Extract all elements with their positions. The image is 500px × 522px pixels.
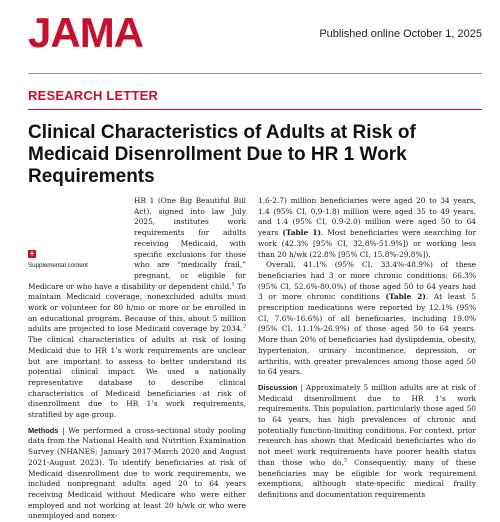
table2-link[interactable]: (Table 2) xyxy=(379,292,426,302)
article-title: Clinical Characteristics of Adults at Risk of Medicaid Disenrollment Due to HR 1 Work Requirements xyxy=(28,122,416,187)
section-divider xyxy=(28,109,482,110)
header-divider xyxy=(28,73,482,74)
section-label: RESEARCH LETTER xyxy=(28,88,159,103)
left-column xyxy=(28,196,246,522)
journal-logo: JAMA xyxy=(28,9,144,56)
supplemental-box[interactable] xyxy=(28,196,128,276)
right-column xyxy=(258,196,476,501)
supplemental-label[interactable]: Supplemental content xyxy=(28,262,88,269)
methods-heading: Methods xyxy=(28,425,59,435)
discussion-heading: Discussion xyxy=(258,382,298,392)
reference-marker[interactable]: 1 xyxy=(231,281,235,288)
publication-date: Published online October 1, 2025 xyxy=(319,28,482,40)
reference-marker[interactable]: 3 xyxy=(343,457,347,464)
reference-marker[interactable]: 2 xyxy=(242,323,246,330)
discussion-paragraph: Discussion | Approximately 5 million adults are at risk of Medicaid disenrollment due to HR 1’s work requirements. This population, particularly those aged 50 to 64 years, has high prevalences of chronic and potentially function-limiting conditions. For context, prior research has shown that Medicaid beneficiaries who do not meet work requirements have poorer health status than those who do.$^3$ Consequently, many of these beneficiaries may be eligible for work requirement exemptions, although state-specific medical frailty definitions and documentation requirements xyxy=(258,382,476,499)
table1-link[interactable]: (Table 1) xyxy=(278,228,321,238)
plus-icon: + xyxy=(29,249,35,258)
intro-paragraph: + Supplemental content HR 1 (One Big Beautiful Bill Act), signed into law July 2025, institutes work requirements for adults receiving Medicaid, with specific exclusions for those who are “medically frail,” pregnant, or eligible for Medicare or who have a disability or dependent child.$^1$ To maintain Medicaid coverage, nonexcluded adults must work or volunteer for 80 h/mo or more or be enrolled in an educational program. Because of this, about 5 million adults are projected to lose Medicaid coverage by 2034.$^2$ The clinical characteristics of adults at risk of losing Medicaid due to HR 1’s work requirements are unclear but are important to assess to better understand its potential clinical impact. We used a nationally representative database to describe clinical characteristics of Medicaid beneficiaries at risk of disenrollment due to HR 1’s work requirements, stratified by age group. xyxy=(28,196,246,420)
results-paragraph: 1.6-2.7) million beneficiaries were aged 20 to 34 years, 1.4 (95% CI, 0.9-1.8) million were aged 35 to 49 years, and 1.4 (95% CI, 0.9-2.0) million were aged 50 to 64 years (Table 1). Most beneficiaries were searching for work (42.3% [95% CI, 32.8%-51.9%]) or working less than 20 h/wk (22.8% [95% CI, 15.8%-29.8%]). xyxy=(258,196,477,259)
results-paragraph-2: Overall, 41.1% (95% CI, 33.4%-48.9%) of these beneficiaries had 3 or more chronic conditions; 66.3% (95% CI, 52.6%-80.0%) of those aged 50 to 64 years had 3 or more chronic conditions (Table 2). At least 5 prescription medications were reported by 12.1% (95% CI, 7.6%-16.6%) of all beneficiaries, including 19.0% (95% CI, 11.1%-26.9%) of those aged 50 to 64 years. More than 20% of beneficiaries had dyslipidemia, obesity, hypertension, urinary incontinence, depression, or arthritis, with greater prevalences among those aged 50 to 64 years. xyxy=(258,260,476,377)
methods-paragraph: Methods | We performed a cross-sectional study pooling data from the National Health and Nutrition Examination Survey (NHANES; January 2017-March 2020 and August 2021-August 2023). To identify beneficiaries at risk of Medicaid disenrollment due to work requirements, we included nonpregnant adults aged 20 to 64 years receiving Medicaid without Medicare who were either employed and not working at least 20 h/wk or who were unemployed and nonex- xyxy=(28,425,246,521)
